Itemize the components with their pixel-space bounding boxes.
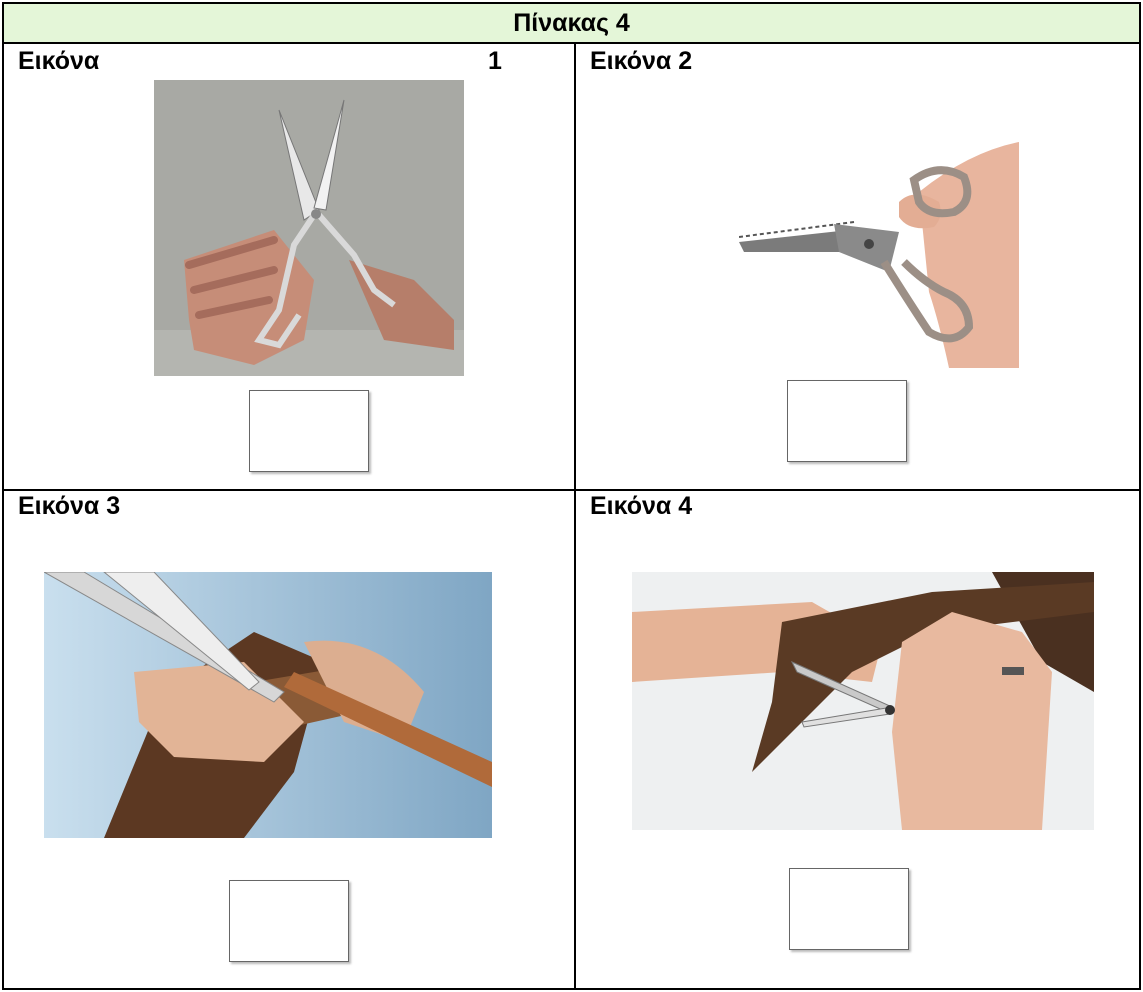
answer-box-2[interactable] [787, 380, 907, 462]
answer-box-3[interactable] [229, 880, 349, 962]
cutting-hair-ends-image [632, 572, 1094, 830]
cell-1-label-number: 1 [488, 47, 502, 75]
thinning-scissors-image [739, 132, 1019, 368]
table-title: Πίνακας 4 [4, 4, 1139, 44]
scissors-in-hand-image [154, 80, 464, 376]
cell-1-label: Εικόνα [18, 47, 100, 75]
cell-3-label: Εικόνα 3 [18, 492, 121, 520]
row-divider [4, 489, 1139, 491]
table-4 [2, 2, 1141, 990]
cell-4-label: Εικόνα 4 [590, 492, 693, 520]
column-divider [574, 42, 576, 990]
answer-box-1[interactable] [249, 390, 369, 472]
answer-box-4[interactable] [789, 868, 909, 950]
cutting-hair-with-comb-image [44, 572, 492, 838]
cell-2-label: Εικόνα 2 [590, 47, 693, 75]
